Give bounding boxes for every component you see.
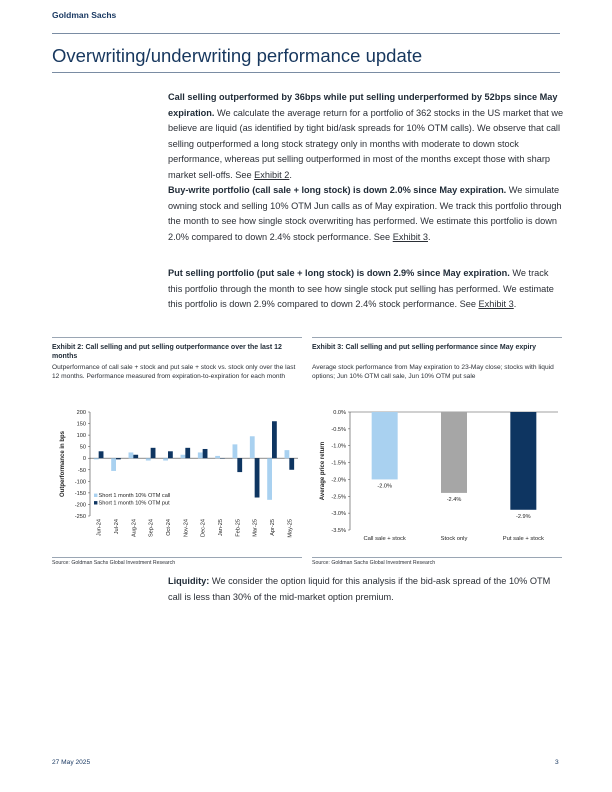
x-tick-label: Put sale + stock [502, 536, 544, 542]
bar-put-feb-25 [237, 458, 242, 472]
bar-call-mar-25 [250, 436, 255, 458]
legend-label: Short 1 month 10% OTM put [98, 500, 170, 507]
exhibit3-top-rule [312, 337, 562, 338]
bar-put-apr-25 [272, 421, 277, 458]
data-label: -2.0% [377, 483, 392, 490]
bar-put-dec-24 [203, 449, 208, 458]
y-axis-title: Average price return [320, 441, 326, 501]
y-tick-label: -3.5% [331, 528, 346, 534]
paragraph-tail: . [289, 169, 292, 180]
paragraph-buy-write [168, 183, 564, 245]
page-title: Overwriting/underwriting performance update [52, 45, 423, 66]
bar-put-aug-24 [133, 455, 138, 458]
x-tick-label: Feb-25 [235, 519, 242, 537]
bar-call-aug-24 [129, 452, 134, 458]
bar-put-nov-24 [185, 448, 190, 458]
y-tick-label: -2.5% [331, 494, 346, 501]
exhibit-link[interactable]: Exhibit 2 [254, 169, 290, 180]
data-label: -2.4% [446, 496, 462, 503]
x-tick-label: Aug-24 [131, 519, 138, 538]
y-tick-label: -1.5% [331, 460, 346, 467]
exhibit2-title: Exhibit 2: Call selling and put selling outperformance over the last 12 months [52, 344, 282, 361]
exhibit-link[interactable]: Exhibit 3 [478, 299, 514, 310]
y-tick-label: -0.5% [331, 426, 346, 433]
footer-date: 27 May 2025 [52, 759, 91, 766]
bar-call-jul-24 [111, 458, 116, 471]
exhibit3-source: Source: Goldman Sachs Global Investment Research [312, 560, 436, 566]
legend-swatch [94, 494, 97, 497]
footer-page-number: 3 [555, 759, 559, 766]
y-tick-label: 150 [76, 421, 86, 428]
x-tick-label: Stock only [440, 536, 468, 542]
bar-put-jun-24 [99, 451, 104, 458]
paragraph-text: We track this portfolio through the month to see how single stock put selling has performed. We estimate this portfolio is down 2.9% compared to down 2.4% stock performance. See [168, 268, 554, 310]
x-tick-label: Apr-25 [270, 519, 276, 536]
x-tick-label: Jun-24 [96, 519, 103, 537]
paragraph-heading: Buy-write portfolio (call sale + long stock) is down 2.0% since May expiration. [168, 185, 507, 195]
exhibit3-subtitle: Average stock performance from May expiration to 23-May close; stocks with liquid options; Jun 10% OTM call sale, Jun 10% OTM put sale [312, 364, 554, 381]
bar-call-feb-25 [233, 444, 238, 458]
bar-call-dec-24 [198, 452, 203, 458]
x-tick-label: Nov-24 [183, 519, 190, 538]
y-tick-label: -3.0% [331, 511, 346, 518]
paragraph-text: We consider the option liquid for this analysis if the bid-ask spread of the 10% OTM call is less than 30% of the mid-market option premium. [168, 576, 551, 602]
x-tick-label: Sep-24 [148, 519, 155, 538]
exhibit3-bottom-rule [312, 557, 562, 558]
y-tick-label: -150 [74, 490, 86, 497]
paragraph-put-selling [168, 266, 564, 313]
y-tick-label: 100 [76, 433, 86, 440]
paragraph-tail: . [427, 231, 431, 242]
y-tick-label: 0 [82, 456, 86, 463]
y-tick-label: -1.0% [331, 443, 346, 450]
brand-name: Goldman Sachs [52, 10, 117, 20]
paragraph-text: We calculate the average return for a portfolio of 362 stocks in the US market that we believe are liquid (as identified by tight bid/ask spreads for 10% OTM calls). We observe that call selling outperformed a long stock strategy only in months with moderate to down stock performance, whereas put selling outperformed in most of the months except those with sharp market sell-offs. See [168, 107, 564, 180]
legend-swatch [94, 501, 97, 504]
data-label: -2.9% [516, 513, 531, 520]
y-tick-label: -50 [77, 467, 86, 474]
y-tick-label: 0.0% [333, 410, 346, 416]
y-tick-label: 200 [76, 410, 86, 416]
bar-call-sale-stock [372, 412, 398, 479]
bar-call-may-25 [285, 450, 290, 458]
bar-put-may-25 [289, 458, 294, 470]
bar-put-jul-24 [116, 458, 121, 459]
exhibit2-chart [52, 404, 302, 554]
x-tick-label: Call sale + stock [363, 536, 406, 542]
y-tick-label: 50 [79, 444, 86, 451]
bar-put-sep-24 [151, 448, 156, 458]
paragraph-heading: Liquidity: [168, 576, 210, 586]
x-tick-label: Mar-25 [252, 519, 259, 537]
bar-put-mar-25 [255, 458, 260, 497]
bar-call-oct-24 [163, 458, 168, 460]
y-tick-label: -200 [74, 502, 86, 509]
paragraph-heading: Put selling portfolio (put sale + long stock) is down 2.9% since May expiration. [168, 268, 510, 278]
paragraph-call-selling [168, 90, 564, 184]
bar-put-oct-24 [168, 451, 173, 458]
exhibit3-title: Exhibit 3: Call selling and put selling performance since May expiry [312, 344, 537, 351]
y-tick-label: -100 [74, 479, 86, 486]
exhibit2-source: Source: Goldman Sachs Global Investment Research [52, 560, 176, 566]
x-tick-label: Jul-24 [114, 519, 120, 535]
x-tick-label: May-25 [287, 519, 294, 538]
paragraph-tail: . [513, 299, 517, 310]
bar-call-sep-24 [146, 458, 151, 460]
x-tick-label: Oct-24 [166, 519, 172, 536]
bar-call-jun-24 [94, 458, 99, 459]
x-tick-label: Dec-24 [200, 519, 207, 538]
bar-call-jan-25 [215, 456, 220, 458]
paragraph-heading: Call selling outperformed by 36bps while put selling underperformed by 52bps since May expiration. [168, 92, 558, 118]
exhibit2-bottom-rule [52, 557, 302, 558]
bar-stock-only [441, 412, 467, 493]
y-tick-label: -250 [74, 514, 86, 520]
y-tick-label: -2.0% [331, 477, 346, 484]
paragraph-text: We simulate owning stock and selling 10% OTM Jun calls as of May expiration. We track this portfolio through the month to see how single stock overwriting has performed. We estimate this portfolio is down 2.0% compared to down 2.4% stock performance. See [168, 185, 562, 242]
header-rule [52, 33, 560, 34]
bar-put-sale-stock [510, 412, 536, 510]
paragraph-liquidity [168, 574, 564, 605]
exhibit2-subtitle: Outperformance of call sale + stock and put sale + stock vs. stock only over the last 12 months. Performance measured from expiration-to-expiration for each month [52, 364, 296, 381]
legend-label: Short 1 month 10% OTM call [98, 493, 171, 499]
y-axis-title: Outperformance in bps [60, 430, 66, 498]
bar-call-apr-25 [267, 458, 272, 500]
exhibit-link[interactable]: Exhibit 3 [392, 231, 428, 242]
x-tick-label: Jan-25 [218, 519, 224, 537]
exhibit2-top-rule [52, 337, 302, 338]
exhibit3-chart [312, 404, 562, 554]
title-rule [52, 72, 560, 73]
bar-call-nov-24 [181, 455, 186, 458]
